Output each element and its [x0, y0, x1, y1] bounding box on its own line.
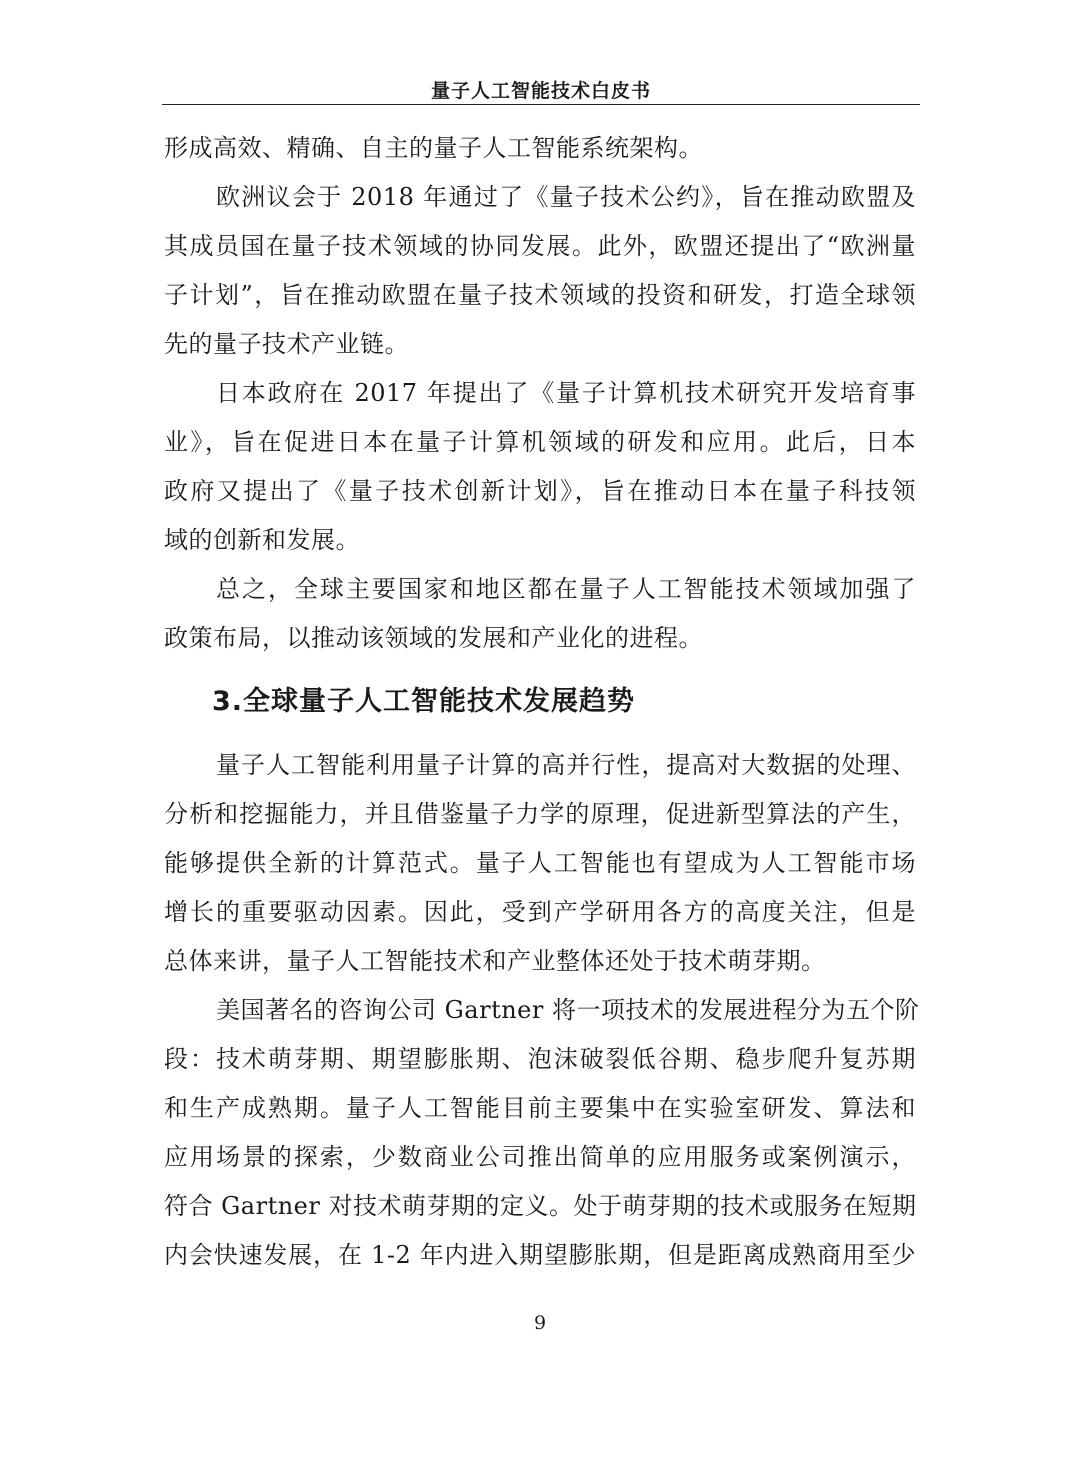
paragraph-line: 日本政府在 2017 年提出了《量子计算机技术研究开发培育事	[216, 379, 916, 407]
paragraph-line: 域的创新和发展。	[164, 526, 360, 554]
paragraph-line: 政策布局，以推动该领域的发展和产业化的进程。	[164, 624, 703, 652]
paragraph-line: 业》，旨在促进日本在量子计算机领域的研发和应用。此后，日本	[164, 428, 916, 456]
paragraph-line: 能够提供全新的计算范式。量子人工智能也有望成为人工智能市场	[164, 849, 916, 877]
running-header-title: 量子人工智能技术白皮书	[430, 80, 651, 102]
section-heading: 3.全球量子人工智能技术发展趋势	[212, 686, 636, 717]
body-text	[164, 124, 920, 1280]
paragraph-line: 量子人工智能利用量子计算的高并行性，提高对大数据的处理、	[216, 751, 916, 779]
paragraph-line: 段：技术萌芽期、期望膨胀期、泡沫破裂低谷期、稳步爬升复苏期	[164, 1045, 916, 1073]
paragraph-line: 其成员国在量子技术领域的协同发展。此外，欧盟还提出了“欧洲量	[164, 232, 916, 260]
paragraph-line: 分析和挖掘能力，并且借鉴量子力学的原理，促进新型算法的产生，	[164, 800, 916, 828]
paragraph-line: 符合 Gartner 对技术萌芽期的定义。处于萌芽期的技术或服务在短期	[164, 1192, 917, 1220]
page-number: 9	[533, 1312, 547, 1334]
paragraph-line: 和生产成熟期。量子人工智能目前主要集中在实验室研发、算法和	[164, 1094, 916, 1122]
paragraph-line: 子计划”，旨在推动欧盟在量子技术领域的投资和研发，打造全球领	[164, 281, 916, 309]
paragraph-line: 总体来讲，量子人工智能技术和产业整体还处于技术萌芽期。	[164, 947, 826, 975]
paragraph-line: 政府又提出了《量子技术创新计划》，旨在推动日本在量子科技领	[164, 477, 916, 505]
paragraph-line: 美国著名的咨询公司 Gartner 将一项技术的发展进程分为五个阶	[216, 996, 920, 1024]
paragraph-line: 内会快速发展，在 1-2 年内进入期望膨胀期，但是距离成熟商用至少	[164, 1241, 916, 1269]
paragraph-line: 总之，全球主要国家和地区都在量子人工智能技术领域加强了	[216, 575, 916, 603]
paragraph-line: 先的量子技术产业链。	[164, 330, 409, 358]
paragraph-line: 应用场景的探索，少数商业公司推出简单的应用服务或案例演示，	[164, 1143, 916, 1171]
paragraph-line: 欧洲议会于 2018 年通过了《量子技术公约》，旨在推动欧盟及	[216, 183, 916, 211]
paragraph-line: 增长的重要驱动因素。因此，受到产学研用各方的高度关注，但是	[164, 898, 916, 926]
paragraph-line: 形成高效、精确、自主的量子人工智能系统架构。	[164, 134, 703, 162]
header-divider	[162, 104, 920, 105]
